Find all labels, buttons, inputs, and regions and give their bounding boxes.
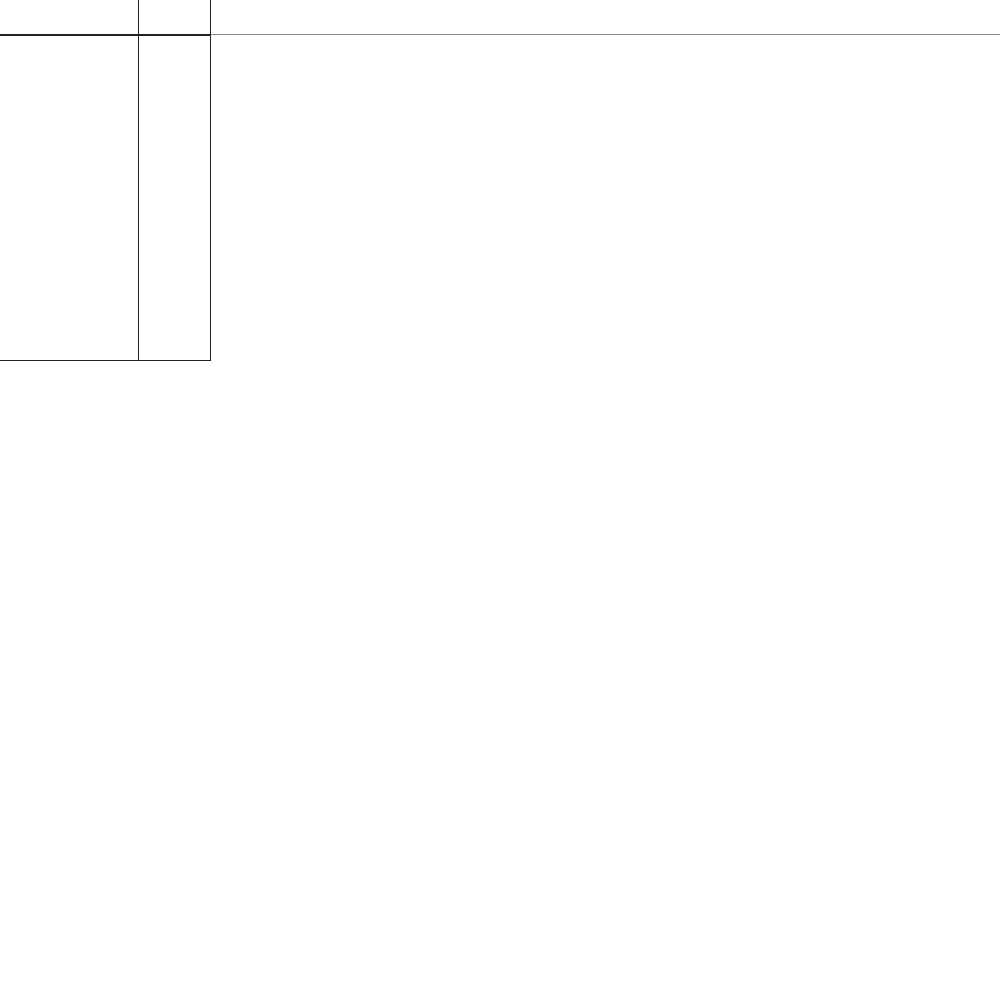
- top-blank-header[interactable]: [139, 0, 211, 36]
- top-data-header[interactable]: [0, 0, 139, 36]
- data-column-header[interactable]: [0, 36, 139, 361]
- hora-column-header[interactable]: [139, 36, 211, 361]
- top-blank-band: [211, 0, 1000, 35]
